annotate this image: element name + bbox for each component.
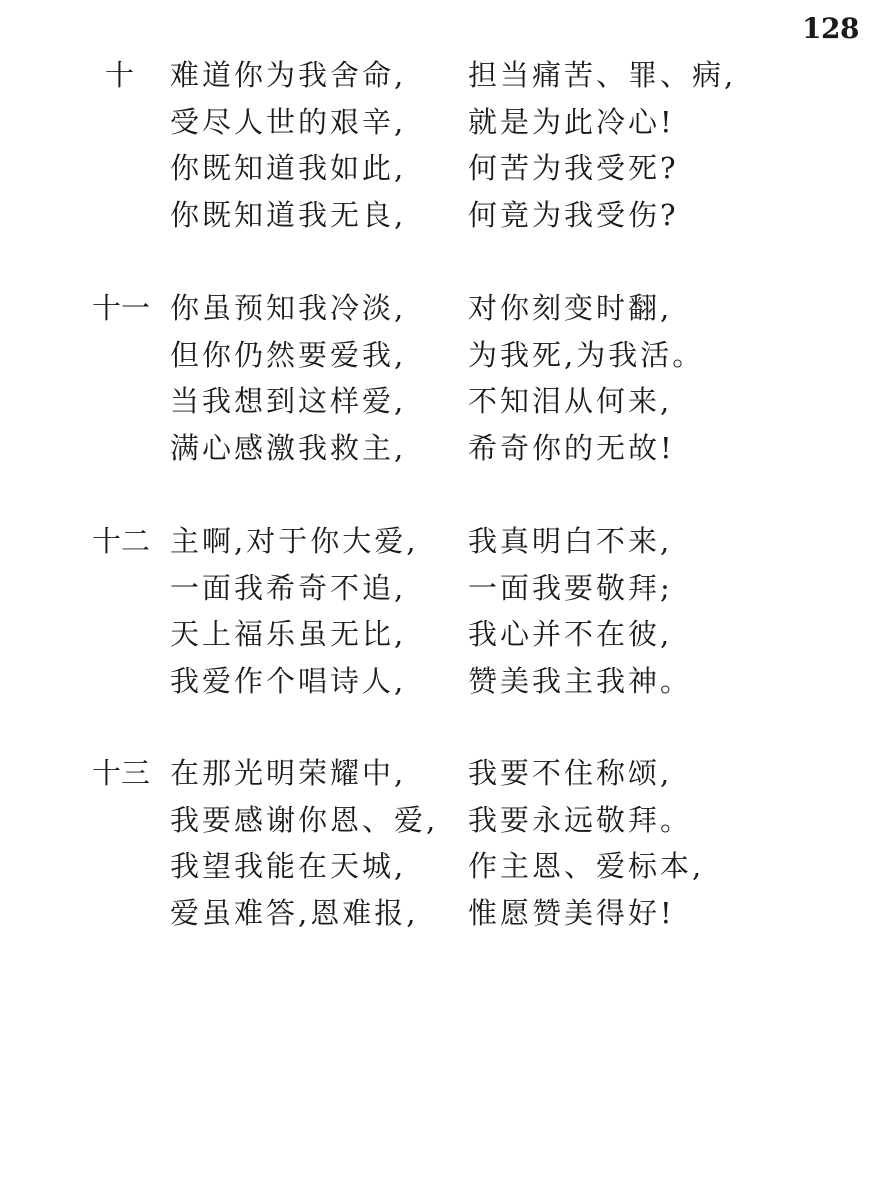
verse-line-second-half: 何竟为我受伤? <box>468 197 679 232</box>
verse-line <box>0 378 885 425</box>
verse-line <box>0 332 885 379</box>
verse-line-first-half: 一面我希奇不追, <box>170 570 407 605</box>
verse-line-first-half: 满心感激我救主, <box>170 430 407 465</box>
verse-line-second-half: 一面我要敬拜; <box>468 570 673 605</box>
stanza-11 <box>0 285 885 471</box>
stanza-10 <box>0 52 885 238</box>
verse-line-first-half: 我爱作个唱诗人, <box>170 663 407 698</box>
verse-line-second-half: 希奇你的无故! <box>468 430 675 465</box>
stanza-lines <box>0 750 885 936</box>
verse-line <box>0 611 885 658</box>
stanza-lines <box>0 518 885 704</box>
verse-line-second-half: 为我死,为我活。 <box>468 337 705 372</box>
verse-line <box>0 843 885 890</box>
verse-line-second-half: 对你刻变时翻, <box>468 291 673 325</box>
verse-line-first-half: 受尽人世的艰辛, <box>170 104 407 139</box>
verse-line <box>0 145 885 192</box>
verse-line-first-half: 我望我能在天城, <box>170 849 407 883</box>
verse-line <box>0 658 885 705</box>
stanza-lines <box>0 285 885 471</box>
verse-line-second-half: 作主恩、爱标本, <box>468 849 705 883</box>
stanza-number: 十 <box>104 58 134 92</box>
verse-line-first-half: 在那光明荣耀中, <box>170 756 407 790</box>
verse-line <box>0 565 885 612</box>
verse-line <box>0 750 885 797</box>
verse-line <box>0 425 885 472</box>
stanza-number: 十二 <box>91 524 150 558</box>
verse-line-first-half: 天上福乐虽无比, <box>170 617 407 651</box>
verse-line-second-half: 我真明白不来, <box>468 524 673 558</box>
stanza-lines <box>0 52 885 238</box>
verse-line-second-half: 担当痛苦、罪、病, <box>468 58 737 92</box>
verse-line-second-half: 何苦为我受死? <box>468 151 679 185</box>
verse-line-first-half: 但你仍然要爱我, <box>170 337 407 372</box>
verse-line-second-half: 我心并不在彼, <box>468 617 673 651</box>
verse-line <box>0 192 885 239</box>
verse-line-first-half: 你既知道我如此, <box>170 151 407 185</box>
verse-line-first-half: 爱虽难答,恩难报, <box>170 895 419 930</box>
stanza-12 <box>0 518 885 704</box>
verse-line <box>0 797 885 844</box>
verse-line <box>0 52 885 99</box>
verse-line <box>0 518 885 565</box>
verse-line-first-half: 你虽预知我冷淡, <box>170 291 407 325</box>
verse-line-second-half: 不知泪从何来, <box>468 384 673 418</box>
page-number: 128 <box>802 12 859 45</box>
stanza-number: 十一 <box>91 291 150 325</box>
verse-line-second-half: 赞美我主我神。 <box>468 663 693 698</box>
stanza-number: 十三 <box>91 756 150 790</box>
verse-line-first-half: 当我想到这样爱, <box>170 384 407 418</box>
verse-line <box>0 285 885 332</box>
verse-line-first-half: 难道你为我舍命, <box>170 58 407 92</box>
verse-line-second-half: 就是为此冷心! <box>468 104 675 139</box>
verse-line-second-half: 惟愿赞美得好! <box>468 895 675 930</box>
verse-line <box>0 890 885 937</box>
verse-line-first-half: 我要感谢你恩、爱, <box>170 802 439 837</box>
verse-line-second-half: 我要永远敬拜。 <box>468 802 693 837</box>
verse-line <box>0 99 885 146</box>
verse-line-second-half: 我要不住称颂, <box>468 756 673 790</box>
verse-line-first-half: 你既知道我无良, <box>170 197 407 232</box>
stanza-13 <box>0 750 885 936</box>
verse-line-first-half: 主啊,对于你大爱, <box>170 524 419 558</box>
